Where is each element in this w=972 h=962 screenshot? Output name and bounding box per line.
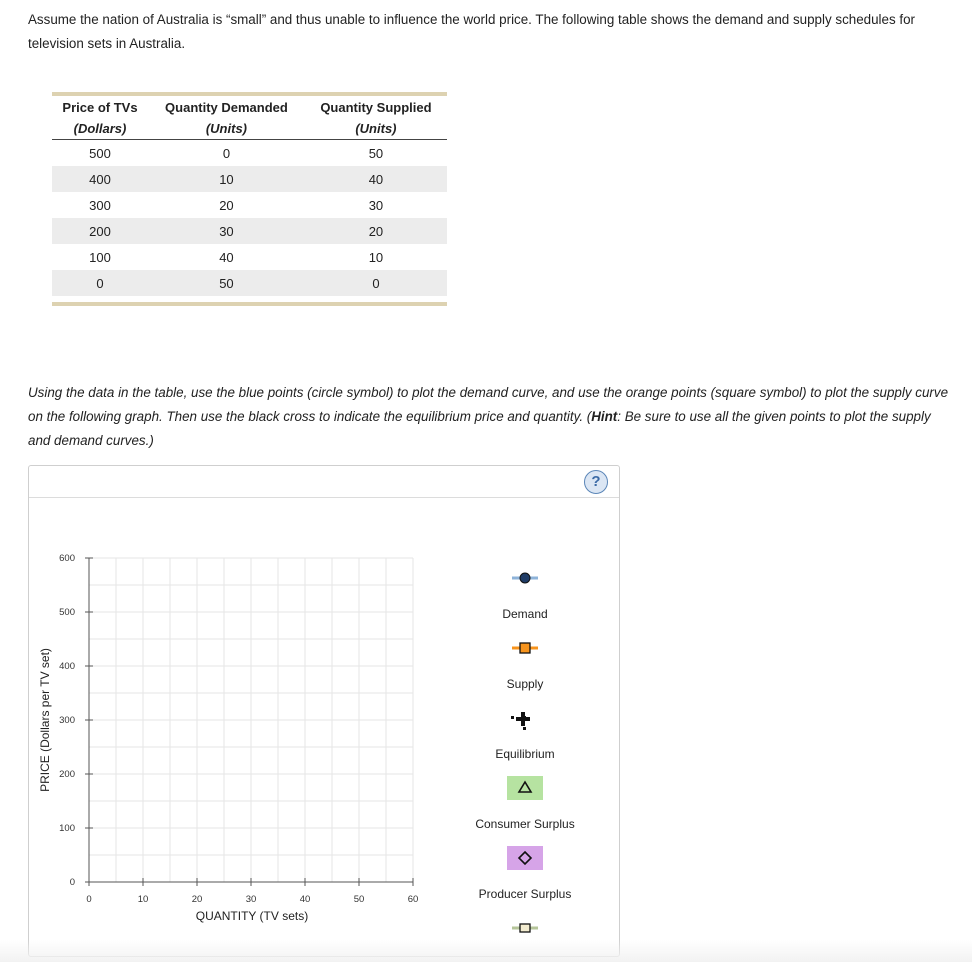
cell-price: 0 [52, 270, 148, 296]
instructions-paragraph [28, 381, 948, 453]
producer-surplus-swatch [507, 846, 543, 870]
instructions-part1: Using the data in the table, use the blue points (circle symbol) to plot the demand curve, and use the orange points (square symbol) to plot the supply curve on the following graph. Then use the black cross to indicate the equilibrium price and quantity. ( [28, 385, 949, 424]
y-tick-label: 400 [59, 661, 75, 672]
demand-circle-icon [520, 573, 530, 583]
help-button[interactable]: ? [584, 470, 608, 494]
supply-demand-graph[interactable] [29, 466, 619, 956]
cell-demanded: 10 [148, 166, 305, 192]
hint-label: Hint [591, 409, 618, 424]
supply-square-icon [520, 643, 530, 653]
consumer-surplus-tool[interactable] [507, 776, 543, 800]
y-ticks [59, 553, 93, 888]
y-tick-label: 500 [59, 607, 75, 618]
supply-tool[interactable] [512, 643, 538, 653]
cell-demanded: 30 [148, 218, 305, 244]
equilibrium-dot-icon [523, 727, 526, 730]
intro-paragraph: Assume the nation of Australia is “small” and thus unable to influence the world price. The following table shows the demand and supply schedules for television sets in Australia. [28, 12, 916, 51]
legend-label-producer-surplus: Producer Surplus [478, 887, 572, 901]
legend-label-supply: Supply [506, 677, 544, 691]
schedule-table-container [52, 92, 447, 306]
rectangle-icon [520, 924, 530, 932]
cell-supplied: 20 [305, 218, 447, 244]
y-axis-label: PRICE (Dollars per TV set) [38, 648, 52, 792]
cross-icon-horizontal [516, 717, 530, 721]
grid [89, 558, 413, 882]
y-tick-label: 600 [59, 553, 75, 564]
instructions-part2: : Be sure to use all the given points to plot the supply and demand curves.) [28, 409, 931, 448]
consumer-surplus-swatch [507, 776, 543, 800]
table-row [52, 166, 447, 192]
table-row [52, 140, 447, 167]
header-quantity-demanded: Quantity Demanded [165, 99, 288, 115]
cell-price: 300 [89, 197, 111, 213]
graph-panel [28, 465, 620, 957]
legend-label-consumer-surplus: Consumer Surplus [475, 817, 575, 831]
x-tick-label: 10 [137, 894, 149, 905]
y-tick-label: 200 [59, 769, 75, 780]
x-tick-label: 50 [353, 894, 365, 905]
y-tick-label: 300 [59, 715, 75, 726]
table-row [52, 218, 447, 244]
subheader-demanded-unit: (Units) [148, 118, 305, 140]
cell-demanded: 20 [219, 197, 234, 213]
x-tick-label: 30 [245, 894, 257, 905]
cell-supplied: 40 [305, 166, 447, 192]
subheader-price-unit: (Dollars) [52, 118, 148, 140]
y-tick-label: 0 [69, 877, 75, 888]
demand-tool[interactable] [512, 573, 538, 583]
table-row [52, 244, 447, 270]
schedule-table [52, 96, 447, 296]
cell-supplied: 0 [305, 270, 447, 296]
cell-price: 200 [52, 218, 148, 244]
page-bottom-fade [0, 940, 972, 962]
cell-supplied: 30 [368, 197, 384, 213]
cell-demanded: 50 [148, 270, 305, 296]
cell-demanded: 40 [219, 249, 234, 265]
cell-supplied: 50 [368, 145, 384, 161]
cell-price: 400 [52, 166, 148, 192]
subheader-supplied-unit: (Units) [305, 118, 447, 140]
producer-surplus-tool[interactable] [507, 846, 543, 870]
table-bottom-rule [52, 302, 447, 306]
cell-price: 100 [89, 249, 111, 265]
header-quantity-supplied: Quantity Supplied [320, 99, 432, 115]
x-tick-label: 40 [299, 894, 311, 905]
table-row [52, 192, 447, 218]
x-tick-label: 20 [191, 894, 203, 905]
x-axis-label: QUANTITY (TV sets) [195, 909, 309, 923]
table-row [52, 270, 447, 296]
legend-label-demand: Demand [502, 607, 548, 621]
x-tick-label: 60 [407, 894, 419, 905]
header-price: Price of TVs [62, 99, 138, 115]
legend-label-equilibrium: Equilibrium [495, 747, 555, 761]
x-tick-label: 0 [86, 894, 92, 905]
equilibrium-tool[interactable] [511, 712, 530, 730]
cell-supplied: 10 [368, 249, 384, 265]
cell-demanded: 0 [222, 145, 231, 161]
equilibrium-dot-icon [511, 716, 514, 719]
cell-price: 500 [89, 145, 111, 161]
extra-tool[interactable] [512, 924, 538, 932]
y-tick-label: 100 [59, 823, 75, 834]
